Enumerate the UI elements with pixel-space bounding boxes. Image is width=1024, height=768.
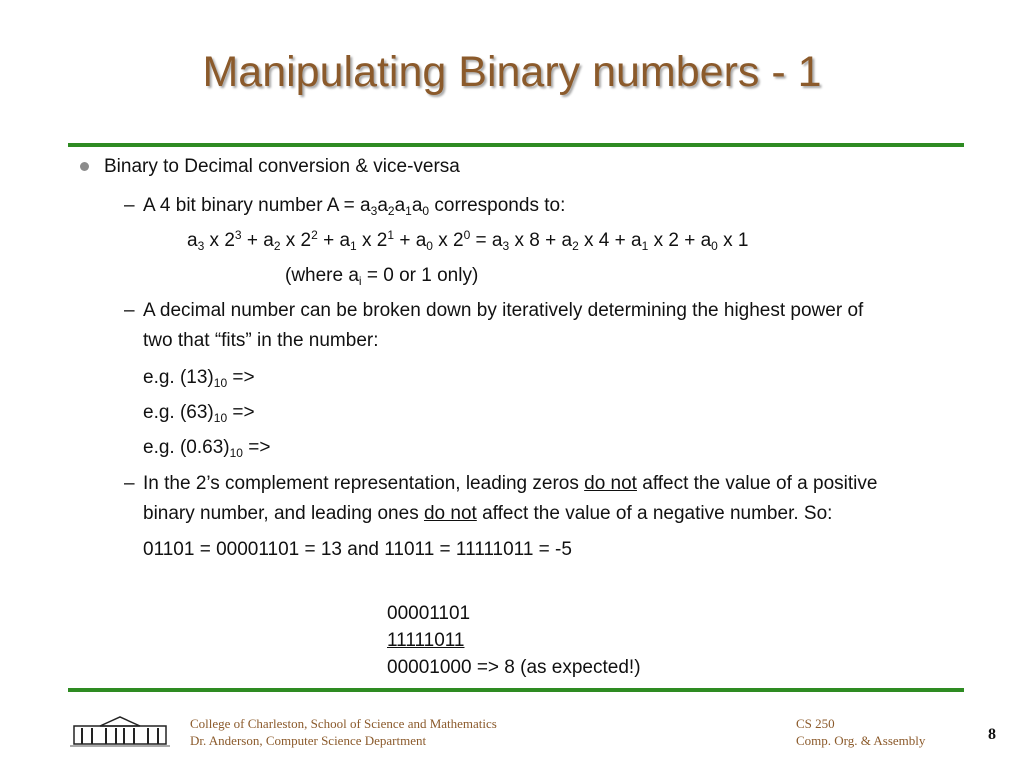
item-decimal-line1: A decimal number can be broken down by iteratively determining the highest power of	[143, 300, 864, 321]
item-decimal-line2: two that “fits” in the number:	[143, 330, 379, 351]
bullet-text: Binary to Decimal conversion & vice-versa	[104, 156, 460, 177]
top-divider	[68, 143, 964, 147]
item-4bit: A 4 bit binary number $A = a_3a_2a_1a_0$ corresponds to:	[143, 195, 566, 218]
footer-course-name: Comp. Org. & Assembly	[796, 733, 926, 748]
footer-college	[190, 715, 497, 749]
dash-icon: –	[124, 473, 135, 494]
footer-school: College of Charleston, School of Science and Mathematics	[190, 716, 497, 731]
expansion-formula: $a_3$ x $2^3 + a_2$ x $2^2 + a_1$ x $2^1 + a_0$ x $2^0 = a_3$ x $8 + a_2$ x $4 + a_1$ x $2 + a_0$ x 1	[187, 228, 749, 253]
college-building-logo-icon	[70, 714, 170, 748]
item-twos-complement-line1: In the 2’s complement representation, leading zeros do not affect the value of a positive	[143, 473, 878, 494]
where-note: (where $a_i = 0$ or 1 only)	[285, 265, 479, 288]
addition-row-1: 00001101	[387, 603, 471, 624]
page-number: 8	[988, 726, 996, 743]
footer-department: Dr. Anderson, Computer Science Department	[190, 733, 427, 748]
example-0-63: e.g. $(0.63)_{10}$ =>	[143, 437, 271, 460]
example-63: e.g. $(63)_{10}$ =>	[143, 402, 255, 425]
item-twos-complement-line2: binary number, and leading ones do not affect the value of a negative number. So:	[143, 503, 833, 524]
addition-row-2: 11111011	[387, 630, 465, 651]
footer-course-number: CS 250	[796, 716, 835, 731]
example-13: e.g. $(13)_{10}$ =>	[143, 367, 255, 390]
footer-course	[796, 715, 925, 749]
dash-icon: –	[124, 195, 135, 216]
addition-result: 00001000 => 8 (as expected!)	[387, 657, 641, 678]
bottom-divider	[68, 688, 964, 692]
dash-icon: –	[124, 300, 135, 321]
sign-extension-example: 01101 = 00001101 = 13 and 11011 = 11111011 = -5	[143, 539, 572, 560]
slide-title: Manipulating Binary numbers - 1	[202, 48, 822, 96]
bullet-icon	[80, 162, 89, 171]
